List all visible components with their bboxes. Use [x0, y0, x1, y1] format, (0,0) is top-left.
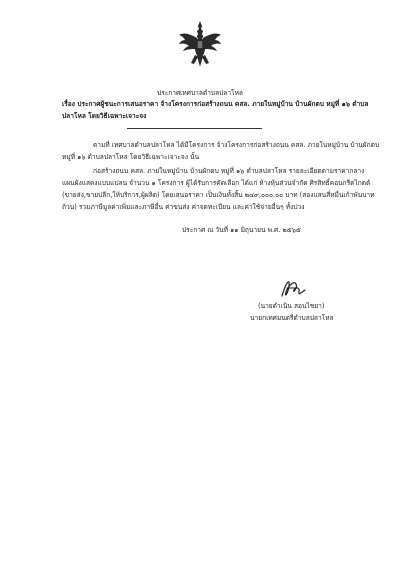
divider-line: [127, 128, 262, 129]
body-paragraph-1-line-2: หมู่ที่ ๑๖ ตำบลปลาโหล โดยวิธีเฉพาะเจาะจง นั้น: [62, 153, 200, 161]
body-paragraph-2-line-2: แผนผังแสดงแบบแปลน จำนวน ๑ โครงการ ผู้ได้รับการคัดเลือก ได้แก่ ห้างหุ้นส่วนจำกัด ศิรสิทธิ์คอนกรีตไกดต์: [62, 179, 371, 187]
garuda-emblem-icon: [178, 20, 222, 68]
body-paragraph-1-line-1: ตามที่ เทศบาลตำบลปลาโหล ได้มีโครงการ จ้างโครงการก่อสร้างถนน คสล. ภายในหมู่บ้าน บ้านผักตบ: [93, 141, 380, 149]
subject-line-2: ปลาโหล โดยวิธีเฉพาะเจาะจง: [62, 112, 147, 120]
announcement-date: ประกาศ ณ วันที่ ๑๑ มิถุนายน พ.ศ. ๒๕๖๕: [182, 226, 301, 234]
body-paragraph-2-line-1: ก่อสร้างถนน คสล. ภายในหมู่บ้าน บ้านผักตบ หมู่ที่ ๑๖ ตำบลปลาโหล รายละเอียดตามราคากลาง: [93, 167, 365, 175]
signature-image: [272, 274, 312, 302]
signer-name: (นายดำเนิน สอนไชยา): [258, 302, 325, 310]
subject-line-1: เรื่อง ประกาศผู้ชนะการเสนอราคา จ้างโครงการก่อสร้างถนน คสล. ภายในหมู่บ้าน บ้านผักตบ หมู่ที่ ๑๖ ตำบล: [62, 100, 369, 108]
body-paragraph-2-line-4: ถ้วน) รวมภาษีมูลค่าเพิ่มและภาษีอื่น ค่าขนส่ง ค่าจดทะเบียน และค่าใช้จ่ายอื่นๆ ทั้งปวง: [62, 203, 305, 211]
body-paragraph-2-line-3: (ขายส่ง,ขายปลีก,ให้บริการ,ผู้ผลิต) โดยเสนอราคา เป็นเงินทั้งสิ้น ๒๔๙,๐๐๐.๐๐ บาท (สองแสนสี่หมื่นเก้าพันบาท: [62, 191, 375, 199]
organization-title: ประกาศเทศบาลตำบลปลาโหล: [157, 89, 243, 97]
signer-position: นายกเทศมนตรีตำบลปลาโหล: [250, 314, 334, 322]
